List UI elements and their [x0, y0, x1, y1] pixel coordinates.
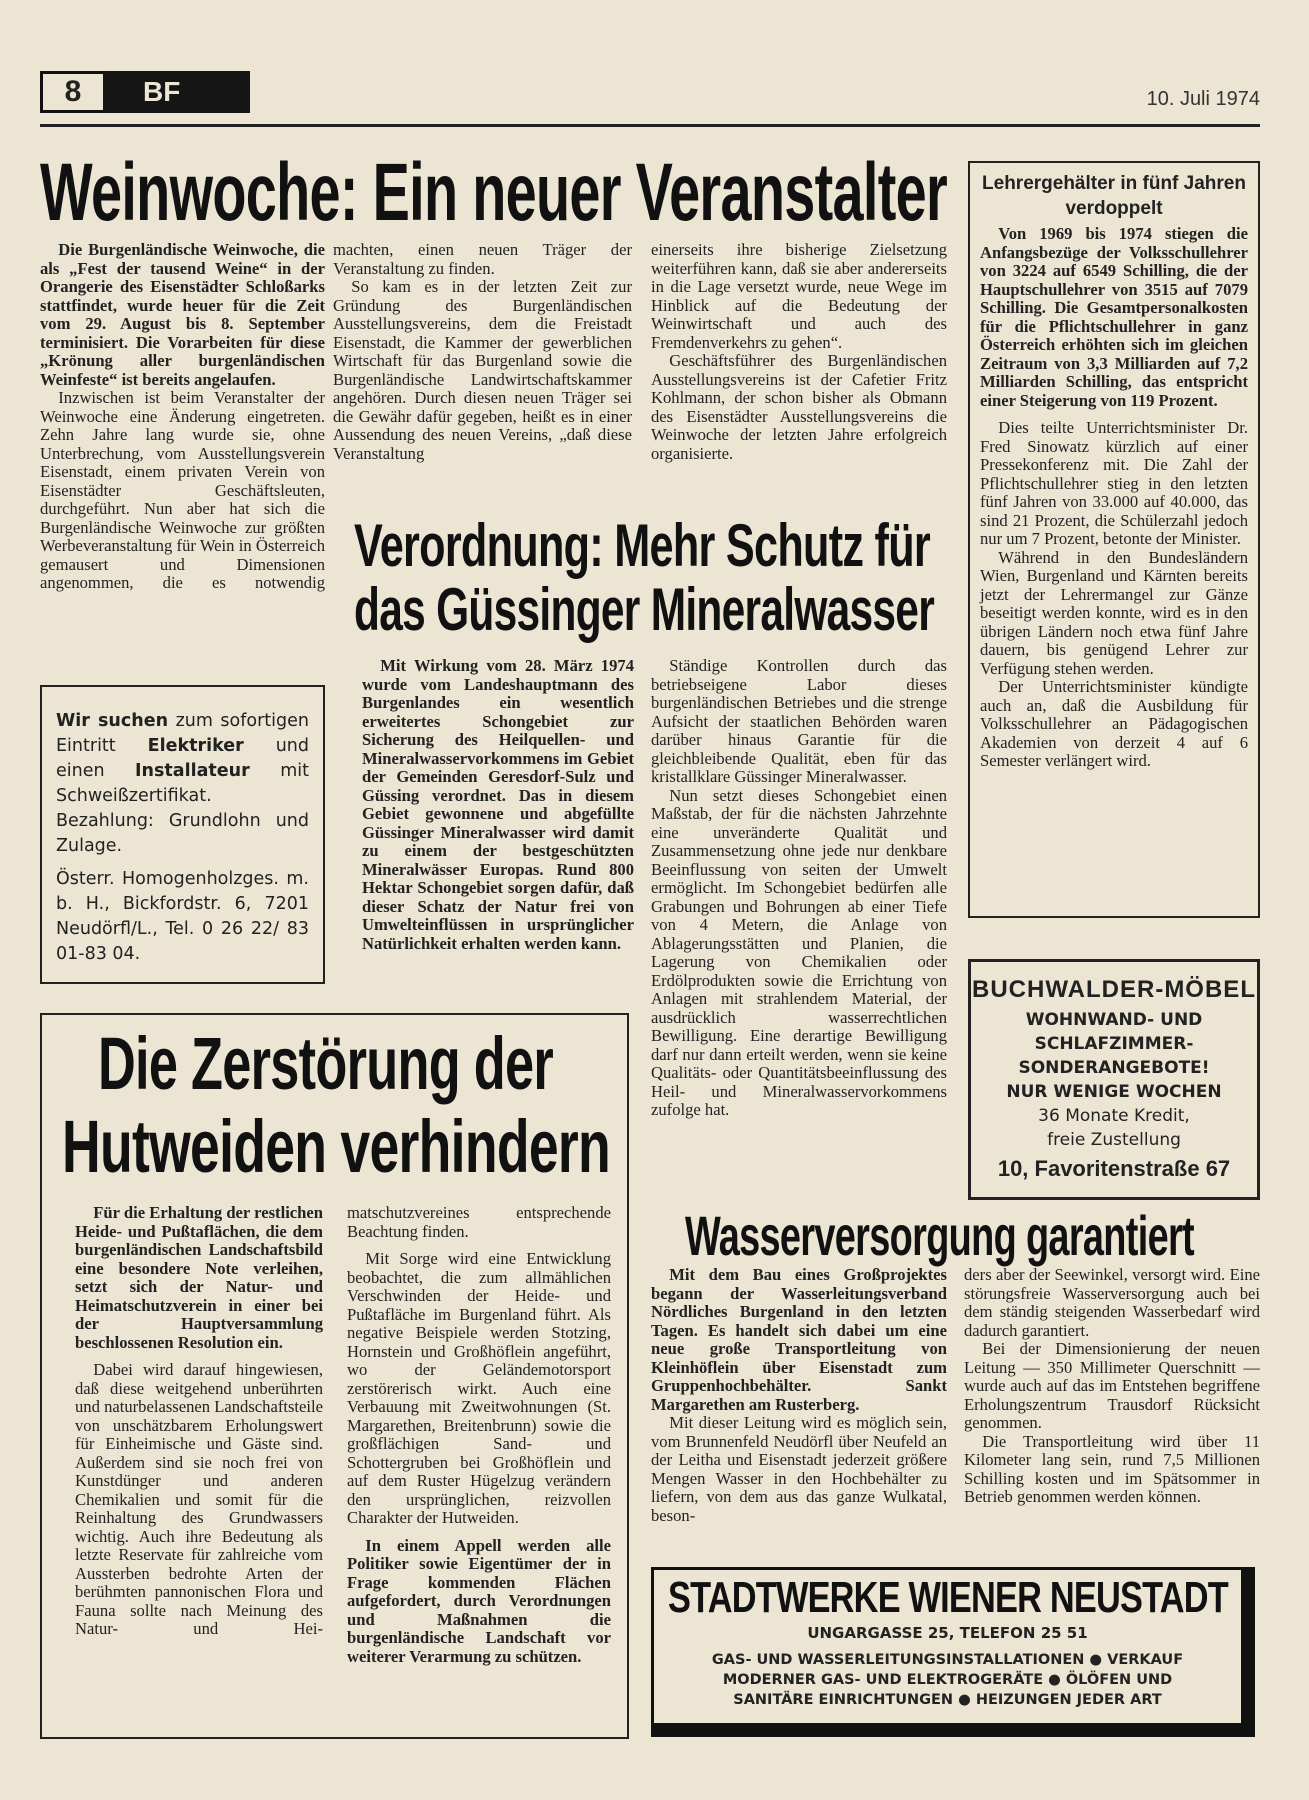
weinwoche-column-2	[333, 241, 632, 463]
paragraph: machten, einen neuen Träger der Veranstaltung zu finden.	[333, 240, 632, 278]
utility-advertisement	[651, 1567, 1255, 1737]
weinwoche-column-3	[651, 241, 947, 463]
hutweiden-column-1	[75, 1204, 323, 1639]
furniture-ad-offer: WOHNWAND- UND SCHLAFZIMMER- SONDERANGEBOTE! NUR WENIGE WOCHEN	[1006, 1010, 1222, 1102]
paragraph: Mit Sorge wird eine Entwicklung beobachtet, die zum allmählichen Verschwinden der Heide- und Pußtafläche im Burgenland führt. Als negative Beispiele werden Stotzing, Hornstein und Großhöflein angeführt, wo der Geländemotorsport zerstörerisch wirkt. Auch eine Verbauung mit Zweitwohnungen (St. Margarethen, Breitenbrunn) sowie die großflächigen Sand- und Schottergruben bei Großhöflein und auf dem Ruster Hügelzug verändern den ursprünglichen, reizvollen Charakter der Hutweiden.	[347, 1249, 611, 1527]
job-ad-contact: Österr. Homogenholzges. m. b. H., Bickfordstr. 6, 7201 Neudörfl/L., Tel. 0 26 22/ 83 01-83 04.	[56, 869, 309, 964]
verordnung-column-2	[651, 657, 947, 1120]
paragraph: Dies teilte Unterrichtsminister Dr. Fred Sinowatz kürzlich auf einer Pressekonferenz mit. Die Zahl der Pflichtschullehrer stieg in den letzten fünf Jahren von 33.000 auf 40.000, das sind 21 Prozent, die Schülerzahl jedoch nur um 7 Prozent, betonte der Minister.	[980, 418, 1248, 548]
paragraph: So kam es in der letzten Zeit zur Gründung des Burgenländischen Ausstellungsvereins, dem die Freistadt Eisenstadt, die Kammer der gewerblichen Wirtschaft für das Burgenland sowie die Burgenländische Landwirtschaftskammer angehören. Durch diesen neuen Träger sei die Gewähr dafür gegeben, heißt es in einer Aussendung des neuen Vereins, „daß diese Veranstaltung	[333, 277, 632, 463]
paragraph: Bei der Dimensionierung der neuen Leitung — 350 Millimeter Querschnitt — wurde auch auf das im Entstehen begriffene Erholungszentrum Trausdorf Rücksicht genommen.	[964, 1339, 1260, 1432]
furniture-ad-address: 10, Favoritenstraße 67	[997, 1156, 1231, 1181]
furniture-advertisement	[968, 959, 1260, 1200]
headline-weinwoche: Weinwoche: Ein neuer Veranstalter	[40, 147, 947, 238]
paragraph: ders aber der Seewinkel, versorgt wird. Eine störungsfreie Wasserversorgung auch bei dem ständig steigenden Wasserbedarf wird dadurch garantiert.	[964, 1265, 1260, 1340]
page-number: 8	[40, 71, 106, 113]
utility-ad-address: UNGARGASSE 25, TELEFON 25 51	[807, 1624, 1088, 1642]
paragraph: Der Unterrichtsminister kündigte auch an, daß die Ausbildung für Volksschullehrer an Pädagogischen Akademien von derzeit 4 auf 6 Semester verlängert wird.	[980, 677, 1248, 770]
paragraph: In einem Appell werden alle Politiker sowie Eigentümer der in Frage kommenden Flächen aufgefordert, durch Verordnungen und Maßnahmen die burgenländische Landschaft vor weiterer Verarmung zu schützen.	[347, 1535, 611, 1666]
wasser-column-1	[651, 1266, 947, 1525]
headline-verordnung-2: das Güssinger Mineralwasser	[354, 576, 934, 643]
weinwoche-column-1	[40, 241, 325, 593]
paragraph: matschutzvereines entsprechende Beachtung finden.	[347, 1203, 611, 1241]
section-label: BF	[103, 71, 250, 113]
utility-ad-services: GAS- UND WASSERLEITUNGSINSTALLATIONEN ● VERKAUF MODERNER GAS- UND ELEKTROGERÄTE ● ÖLÖFEN UND SANITÄRE EINRICHTUNGEN ● HEIZUNGEN JEDER ART	[711, 1652, 1184, 1708]
paragraph: Für die Erhaltung der restlichen Heide- und Pußtaflächen, die dem burgenländischen Landschaftsbild eine besondere Note verleihen, setzt sich der Natur- und Heimatschutzverein in einer bei der Hauptversammlung beschlossenen Resolution ein.	[75, 1203, 323, 1352]
verordnung-column-1	[362, 657, 634, 953]
sidebar-body	[980, 225, 1248, 771]
paragraph: Mit dem Bau eines Großprojektes begann der Wasserleitungsverband Nördliches Burgenland in den letzten Tagen. Es handelt sich dabei um eine neue große Transportleitung von Kleinhöflein über Eisenstadt zum Gruppenhochbehälter. Sankt Margarethen am Rusterberg.	[651, 1265, 947, 1414]
wasser-column-2	[964, 1266, 1260, 1507]
job-ad-text: Wir suchen zum sofortigen Eintritt Elektriker und einen Installateur mit Schweißzertifikat. Bezahlung: Grundlohn und Zulage.	[56, 711, 310, 856]
headline-hutweiden-2: Hutweiden verhindern	[62, 1105, 610, 1188]
headline-wasserversorgung: Wasserversorgung garantiert	[685, 1204, 1194, 1267]
paragraph: Dabei wird darauf hingewiesen, daß diese weitgehend unberührten und naturbelassenen Landschaftsteile von unschätzbarem Erholungswert für Einheimische und Gäste sind. Außerdem sind sie noch frei von Kunstdünger und anderen Chemikalien und somit für die Reinhaltung des Grundwassers wichtig. Auch ihre Bedeutung als letzte Reservate für zahlreiche vom Aussterben bedrohte Arten der berühmten pannonischen Flora und Fauna sollte nach Meinung des Natur- und Hei-	[75, 1360, 323, 1638]
paragraph: einerseits ihre bisherige Zielsetzung weiterführen kann, daß sie aber andererseits in die Lage versetzt wurde, neue Wege im Hinblick auf die Bedeutung der Weinwirtschaft und auch des Fremdenverkehrs zu gehen“.	[651, 240, 947, 352]
paragraph: Die Transportleitung wird über 11 Kilometer lang sein, rund 7,5 Millionen Schilling kosten und im Spätsommer in Betrieb genommen werden können.	[964, 1431, 1260, 1506]
hutweiden-column-2	[347, 1204, 611, 1666]
header-rule	[40, 124, 1260, 127]
furniture-ad-terms: 36 Monate Kredit, freie Zustellung	[1038, 1106, 1190, 1150]
paragraph: Inzwischen ist beim Veranstalter der Weinwoche eine Änderung eingetreten. Zehn Jahre lang wurde sie, ohne Unterbrechung, vom Ausstellungsverein Eisenstadt, einem privaten Verein von Eisenstädter Geschäftsleuten, durchgeführt. Nun aber hat sich die Burgenländische Weinwoche zur größten Werbeveranstaltung für Wein in Österreich gemausert und Dimensionen angenommen, die es notwendig	[40, 388, 325, 592]
utility-ad-name: STADTWERKE WIENER NEUSTADT	[667, 1573, 1228, 1622]
paragraph: Geschäftsführer des Burgenländischen Ausstellungsvereins ist der Cafetier Fritz Kohlmann, der schon bisher als Obmann des Eisenstädter Ausstellungsvereins die Weinwoche der letzten Jahre erfolgreich organisierte.	[651, 351, 947, 463]
issue-date: 10. Juli 1974	[1146, 88, 1260, 110]
headline-hutweiden-1: Die Zerstörung der	[98, 1022, 553, 1105]
furniture-ad-brand: BUCHWALDER-MÖBEL	[972, 976, 1256, 1003]
paragraph: Nun setzt dieses Schongebiet einen Maßstab, der für die nächsten Jahrzehnte eine unveränderte Qualität und Zusammensetzung ohne jede nur denkbare Beeinflussung von seiten der Umwelt ermöglicht. Im Schongebiet bedürfen alle Grabungen und Bohrungen ab einer Tiefe von 4 Metern, die Anlage von Ablagerungsstätten und Planien, die Lagerung von Chemikalien oder Erdölprodukten sowie die Errichtung von Anlagen mit strahlendem Material, der ausdrücklich wasserrechtlichen Bewilligung. Eine derartige Bewilligung darf nur dann erteilt werden, wenn sie keine Qualitäts- oder Quantitätsbeeinflussung des Heil- und Mineralwasservorkommens zufolge hat.	[651, 785, 947, 1119]
sidebar-teacher-salaries	[968, 161, 1260, 918]
paragraph: Mit Wirkung vom 28. März 1974 wurde vom Landeshauptmann des Burgenlandes ein wesentlich erweitertes Schongebiet zur Sicherung des Heilquellen- und Mineralwasservorkommens im Gebiet der Gemeinden Geresdorf-Sulz und Güssing verordnet. Das in diesem Gebiet gewonnene und abgefüllte Güssinger Mineralwasser wird damit zu einem der bestgeschützten Mineralwässer Europas. Rund 800 Hektar Schongebiet sorgen dafür, daß dieser Schatz der Natur frei von Umwelteinflüssen in ursprünglicher Natürlichkeit erhalten werden kann.	[362, 656, 634, 953]
paragraph: Ständige Kontrollen durch das betriebseigene Labor dieses burgenländischen Betriebes und die strenge Aufsicht der staatlichen Behörden waren darüber hinaus Garantie für die gleichbleibende Qualität, eben für das kristallklare Güssinger Mineralwasser.	[651, 656, 947, 786]
paragraph: Mit dieser Leitung wird es möglich sein, vom Brunnenfeld Neudörfl über Neufeld an der Leitha und Eisenstadt jederzeit größere Mengen Wasser in den Hochbehälter zu liefern, von dem aus das ganze Wulkatal, beson-	[651, 1413, 947, 1525]
paragraph: Von 1969 bis 1974 stiegen die Anfangsbezüge der Volksschullehrer von 3224 auf 6549 Schilling, die der Hauptschullehrer von 3515 auf 7079 Schilling. Die Gesamtpersonalkosten für die Pflichtschullehrer in ganz Österreich erhöhten sich im gleichen Zeitraum von 3,3 Milliarden auf 7,2 Milliarden Schilling, das entspricht einer Steigerung von 119 Prozent.	[980, 224, 1248, 410]
headline-verordnung-1: Verordnung: Mehr Schutz für	[354, 512, 930, 579]
sidebar-title: Lehrergehälter in fünf Jahren verdoppelt	[982, 173, 1246, 219]
job-advertisement	[40, 685, 325, 984]
paragraph: Die Burgenländische Weinwoche, die als „Fest der tausend Weine“ in der Orangerie des Eisenstädter Schloßarks stattfindet, wurde heuer für die Zeit vom 29. August bis 8. September terminisiert. Die Vorarbeiten für diese „Krönung aller burgenländischen Weinfeste“ ist bereits angelaufen.	[40, 240, 325, 389]
paragraph: Während in den Bundesländern Wien, Burgenland und Kärnten bereits jetzt der Lehrermangel zur Gänze beseitigt werden konnte, wird es in den übrigen Ländern noch etwa fünf Jahre dauern, bis genügend Lehrer zur Verfügung stehen werden.	[980, 547, 1248, 678]
